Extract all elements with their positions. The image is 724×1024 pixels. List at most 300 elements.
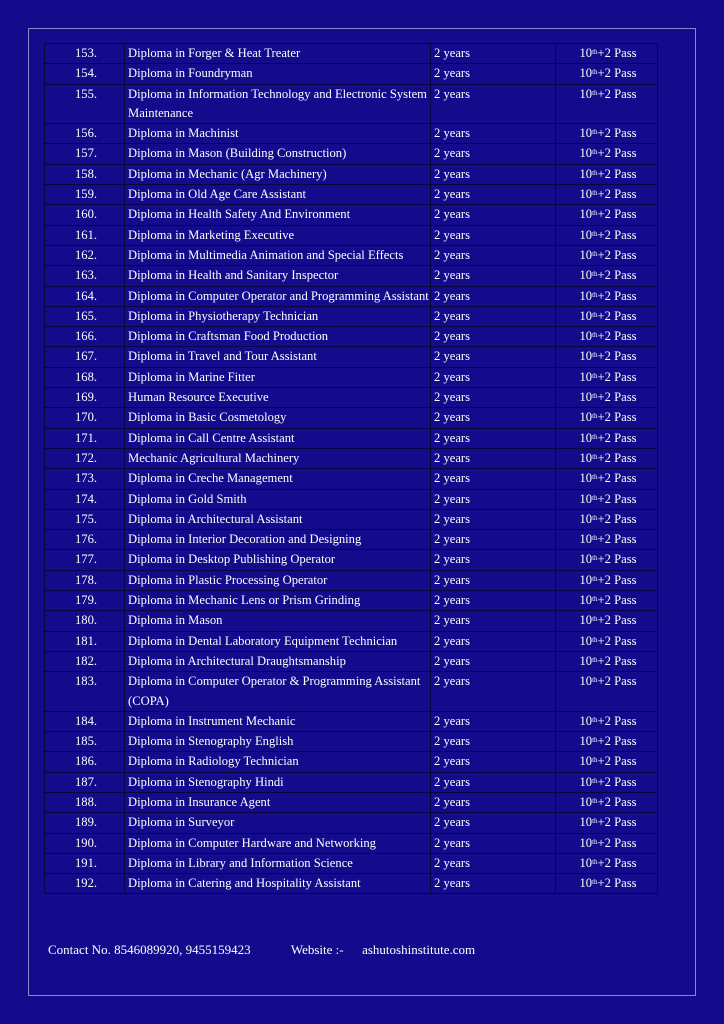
eligibility-superscript: th <box>592 310 598 319</box>
eligibility <box>556 327 658 347</box>
eligibility-grade: 10 <box>579 815 593 830</box>
contact-numbers: Contact No. 8546089920, 9455159423 <box>48 942 251 957</box>
course-name: Diploma in Information Technology and Electronic System Maintenance <box>125 84 431 124</box>
course-name: Diploma in Dental Laboratory Equipment Technician <box>125 631 431 651</box>
eligibility-suffix: +2 Pass <box>597 207 637 222</box>
eligibility-grade: 10 <box>579 430 593 445</box>
eligibility-superscript: th <box>592 148 598 157</box>
eligibility-suffix: +2 Pass <box>597 227 637 242</box>
eligibility-superscript: th <box>592 88 598 97</box>
eligibility-suffix: +2 Pass <box>597 593 637 608</box>
row-number: 168. <box>45 367 125 387</box>
row-number: 188. <box>45 792 125 812</box>
course-duration: 2 years <box>431 530 556 550</box>
table-row <box>45 489 658 509</box>
eligibility-superscript: th <box>592 412 598 421</box>
eligibility-suffix: +2 Pass <box>597 166 637 181</box>
table-row <box>45 611 658 631</box>
row-number: 162. <box>45 245 125 265</box>
row-number: 165. <box>45 306 125 326</box>
eligibility-superscript: th <box>592 48 598 56</box>
row-number: 181. <box>45 631 125 651</box>
course-duration: 2 years <box>431 367 556 387</box>
eligibility <box>556 64 658 84</box>
eligibility-superscript: th <box>592 473 598 482</box>
row-number: 167. <box>45 347 125 367</box>
table-row <box>45 672 658 712</box>
eligibility <box>556 874 658 894</box>
eligibility-grade: 10 <box>579 349 593 364</box>
course-duration: 2 years <box>431 286 556 306</box>
eligibility-grade: 10 <box>579 329 593 344</box>
eligibility-grade: 10 <box>579 593 593 608</box>
row-number: 164. <box>45 286 125 306</box>
eligibility-superscript: th <box>592 878 598 887</box>
eligibility-superscript: th <box>592 554 598 563</box>
row-number: 177. <box>45 550 125 570</box>
eligibility <box>556 44 658 64</box>
eligibility-suffix: +2 Pass <box>597 430 637 445</box>
table-row <box>45 225 658 245</box>
course-duration: 2 years <box>431 44 556 64</box>
course-name: Diploma in Mason (Building Construction) <box>125 144 431 164</box>
eligibility-suffix: +2 Pass <box>597 187 637 202</box>
eligibility <box>556 570 658 590</box>
row-number: 155. <box>45 84 125 124</box>
eligibility-superscript: th <box>592 128 598 137</box>
row-number: 160. <box>45 205 125 225</box>
course-duration: 2 years <box>431 225 556 245</box>
course-duration: 2 years <box>431 306 556 326</box>
course-name: Diploma in Architectural Draughtsmanship <box>125 651 431 671</box>
course-name: Diploma in Basic Cosmetology <box>125 408 431 428</box>
course-name: Diploma in Multimedia Animation and Special Effects <box>125 245 431 265</box>
table-row <box>45 84 658 124</box>
eligibility-grade: 10 <box>579 146 593 161</box>
eligibility <box>556 428 658 448</box>
course-duration: 2 years <box>431 631 556 651</box>
table-row <box>45 469 658 489</box>
course-duration: 2 years <box>431 833 556 853</box>
eligibility <box>556 185 658 205</box>
course-name: Diploma in Instrument Mechanic <box>125 711 431 731</box>
table-row <box>45 327 658 347</box>
eligibility-suffix: +2 Pass <box>597 308 637 323</box>
eligibility-superscript: th <box>592 331 598 340</box>
eligibility-grade: 10 <box>579 207 593 222</box>
eligibility-superscript: th <box>592 432 598 441</box>
eligibility <box>556 489 658 509</box>
course-duration: 2 years <box>431 245 556 265</box>
course-duration: 2 years <box>431 792 556 812</box>
eligibility-superscript: th <box>592 837 598 846</box>
course-name: Diploma in Forger & Heat Treater <box>125 44 431 64</box>
eligibility-grade: 10 <box>579 511 593 526</box>
eligibility-suffix: +2 Pass <box>597 674 637 689</box>
eligibility-superscript: th <box>592 655 598 664</box>
course-duration: 2 years <box>431 651 556 671</box>
row-number: 169. <box>45 388 125 408</box>
course-duration: 2 years <box>431 124 556 144</box>
eligibility <box>556 591 658 611</box>
course-name: Diploma in Health Safety And Environment <box>125 205 431 225</box>
eligibility-superscript: th <box>592 756 598 765</box>
table-row <box>45 874 658 894</box>
eligibility <box>556 631 658 651</box>
eligibility <box>556 672 658 712</box>
eligibility <box>556 448 658 468</box>
eligibility-suffix: +2 Pass <box>597 369 637 384</box>
eligibility <box>556 164 658 184</box>
eligibility-superscript: th <box>592 371 598 380</box>
eligibility-superscript: th <box>592 249 598 258</box>
table-row <box>45 752 658 772</box>
eligibility-suffix: +2 Pass <box>597 268 637 283</box>
row-number: 163. <box>45 266 125 286</box>
eligibility-suffix: +2 Pass <box>597 491 637 506</box>
course-duration: 2 years <box>431 570 556 590</box>
table-row <box>45 205 658 225</box>
eligibility <box>556 752 658 772</box>
course-table-body <box>45 44 658 894</box>
course-duration: 2 years <box>431 347 556 367</box>
course-name: Diploma in Travel and Tour Assistant <box>125 347 431 367</box>
eligibility-grade: 10 <box>579 855 593 870</box>
row-number: 191. <box>45 853 125 873</box>
row-number: 156. <box>45 124 125 144</box>
course-name: Diploma in Physiotherapy Technician <box>125 306 431 326</box>
course-name: Mechanic Agricultural Machinery <box>125 448 431 468</box>
course-duration: 2 years <box>431 772 556 792</box>
course-name: Diploma in Marine Fitter <box>125 367 431 387</box>
eligibility-grade: 10 <box>579 46 593 60</box>
table-row <box>45 144 658 164</box>
course-name: Diploma in Creche Management <box>125 469 431 489</box>
table-row <box>45 306 658 326</box>
table-row <box>45 792 658 812</box>
eligibility-grade: 10 <box>579 552 593 567</box>
eligibility-superscript: th <box>592 168 598 177</box>
eligibility <box>556 408 658 428</box>
eligibility-suffix: +2 Pass <box>597 653 637 668</box>
table-row <box>45 347 658 367</box>
course-duration: 2 years <box>431 813 556 833</box>
course-name: Diploma in Computer Hardware and Networking <box>125 833 431 853</box>
eligibility-grade: 10 <box>579 835 593 850</box>
course-duration: 2 years <box>431 489 556 509</box>
eligibility-superscript: th <box>592 635 598 644</box>
table-row <box>45 286 658 306</box>
eligibility-superscript: th <box>592 189 598 198</box>
table-row <box>45 732 658 752</box>
eligibility <box>556 245 658 265</box>
eligibility-superscript: th <box>592 493 598 502</box>
eligibility <box>556 144 658 164</box>
course-name: Diploma in Stenography Hindi <box>125 772 431 792</box>
eligibility-grade: 10 <box>579 66 593 81</box>
eligibility-superscript: th <box>592 574 598 583</box>
eligibility-suffix: +2 Pass <box>597 754 637 769</box>
eligibility-grade: 10 <box>579 754 593 769</box>
course-duration: 2 years <box>431 550 556 570</box>
course-name: Diploma in Craftsman Food Production <box>125 327 431 347</box>
course-name: Human Resource Executive <box>125 388 431 408</box>
row-number: 174. <box>45 489 125 509</box>
eligibility-superscript: th <box>592 229 598 238</box>
eligibility-grade: 10 <box>579 288 593 303</box>
row-number: 161. <box>45 225 125 245</box>
course-name: Diploma in Gold Smith <box>125 489 431 509</box>
eligibility <box>556 509 658 529</box>
course-duration: 2 years <box>431 164 556 184</box>
eligibility-superscript: th <box>592 736 598 745</box>
row-number: 157. <box>45 144 125 164</box>
course-name: Diploma in Old Age Care Assistant <box>125 185 431 205</box>
row-number: 170. <box>45 408 125 428</box>
course-duration: 2 years <box>431 205 556 225</box>
course-name: Diploma in Computer Operator and Programming Assistant <box>125 286 431 306</box>
eligibility <box>556 124 658 144</box>
eligibility-superscript: th <box>592 796 598 805</box>
eligibility-grade: 10 <box>579 532 593 547</box>
eligibility <box>556 711 658 731</box>
table-row <box>45 448 658 468</box>
eligibility-suffix: +2 Pass <box>597 532 637 547</box>
eligibility <box>556 225 658 245</box>
course-name: Diploma in Computer Operator & Programming Assistant (COPA) <box>125 672 431 712</box>
course-duration: 2 years <box>431 711 556 731</box>
row-number: 183. <box>45 672 125 712</box>
eligibility-suffix: +2 Pass <box>597 855 637 870</box>
eligibility-superscript: th <box>592 392 598 401</box>
eligibility-suffix: +2 Pass <box>597 146 637 161</box>
eligibility <box>556 286 658 306</box>
eligibility-grade: 10 <box>579 491 593 506</box>
eligibility-suffix: +2 Pass <box>597 713 637 728</box>
table-row <box>45 367 658 387</box>
eligibility-suffix: +2 Pass <box>597 126 637 141</box>
table-row <box>45 388 658 408</box>
eligibility-suffix: +2 Pass <box>597 288 637 303</box>
eligibility <box>556 388 658 408</box>
table-row <box>45 631 658 651</box>
course-name: Diploma in Architectural Assistant <box>125 509 431 529</box>
eligibility-grade: 10 <box>579 86 593 101</box>
row-number: 154. <box>45 64 125 84</box>
eligibility-superscript: th <box>592 513 598 522</box>
eligibility-superscript: th <box>592 270 598 279</box>
row-number: 180. <box>45 611 125 631</box>
eligibility-superscript: th <box>592 68 598 77</box>
course-duration: 2 years <box>431 591 556 611</box>
course-table <box>44 43 658 894</box>
course-name: Diploma in Interior Decoration and Designing <box>125 530 431 550</box>
row-number: 172. <box>45 448 125 468</box>
table-row <box>45 185 658 205</box>
course-name: Diploma in Foundryman <box>125 64 431 84</box>
eligibility <box>556 469 658 489</box>
course-duration: 2 years <box>431 448 556 468</box>
course-duration: 2 years <box>431 611 556 631</box>
eligibility-suffix: +2 Pass <box>597 390 637 405</box>
eligibility <box>556 530 658 550</box>
eligibility-superscript: th <box>592 615 598 624</box>
eligibility-suffix: +2 Pass <box>597 410 637 425</box>
row-number: 178. <box>45 570 125 590</box>
eligibility <box>556 732 658 752</box>
eligibility-suffix: +2 Pass <box>597 450 637 465</box>
eligibility <box>556 550 658 570</box>
eligibility-suffix: +2 Pass <box>597 471 637 486</box>
course-duration: 2 years <box>431 388 556 408</box>
course-name: Diploma in Machinist <box>125 124 431 144</box>
course-duration: 2 years <box>431 327 556 347</box>
table-row <box>45 813 658 833</box>
eligibility-grade: 10 <box>579 794 593 809</box>
website-link[interactable]: ashutoshinstitute.com <box>362 942 476 957</box>
table-row <box>45 164 658 184</box>
course-name: Diploma in Catering and Hospitality Assistant <box>125 874 431 894</box>
eligibility <box>556 833 658 853</box>
course-name: Diploma in Mechanic (Agr Machinery) <box>125 164 431 184</box>
eligibility-suffix: +2 Pass <box>597 511 637 526</box>
eligibility-grade: 10 <box>579 572 593 587</box>
course-name: Diploma in Mechanic Lens or Prism Grinding <box>125 591 431 611</box>
eligibility-superscript: th <box>592 817 598 826</box>
table-row <box>45 266 658 286</box>
eligibility <box>556 347 658 367</box>
eligibility-suffix: +2 Pass <box>597 46 637 60</box>
row-number: 189. <box>45 813 125 833</box>
course-name: Diploma in Library and Information Science <box>125 853 431 873</box>
row-number: 159. <box>45 185 125 205</box>
course-duration: 2 years <box>431 428 556 448</box>
course-duration: 2 years <box>431 469 556 489</box>
eligibility <box>556 813 658 833</box>
eligibility-superscript: th <box>592 534 598 543</box>
table-row <box>45 245 658 265</box>
table-row <box>45 64 658 84</box>
eligibility-suffix: +2 Pass <box>597 572 637 587</box>
course-name: Diploma in Marketing Executive <box>125 225 431 245</box>
course-duration: 2 years <box>431 509 556 529</box>
eligibility-superscript: th <box>592 290 598 299</box>
eligibility-suffix: +2 Pass <box>597 835 637 850</box>
row-number: 158. <box>45 164 125 184</box>
eligibility-grade: 10 <box>579 876 593 891</box>
eligibility-grade: 10 <box>579 734 593 749</box>
eligibility-grade: 10 <box>579 187 593 202</box>
eligibility-grade: 10 <box>579 653 593 668</box>
eligibility-grade: 10 <box>579 247 593 262</box>
course-duration: 2 years <box>431 732 556 752</box>
eligibility-grade: 10 <box>579 774 593 789</box>
table-row <box>45 833 658 853</box>
eligibility-suffix: +2 Pass <box>597 66 637 81</box>
eligibility-grade: 10 <box>579 126 593 141</box>
eligibility-grade: 10 <box>579 268 593 283</box>
eligibility <box>556 266 658 286</box>
eligibility-grade: 10 <box>579 613 593 628</box>
eligibility <box>556 367 658 387</box>
table-row <box>45 853 658 873</box>
table-row <box>45 591 658 611</box>
course-duration: 2 years <box>431 672 556 712</box>
course-name: Diploma in Insurance Agent <box>125 792 431 812</box>
row-number: 187. <box>45 772 125 792</box>
eligibility-grade: 10 <box>579 450 593 465</box>
table-row <box>45 530 658 550</box>
table-row <box>45 651 658 671</box>
eligibility-grade: 10 <box>579 471 593 486</box>
eligibility-suffix: +2 Pass <box>597 86 637 101</box>
eligibility-grade: 10 <box>579 227 593 242</box>
course-name: Diploma in Desktop Publishing Operator <box>125 550 431 570</box>
table-row <box>45 44 658 64</box>
eligibility-suffix: +2 Pass <box>597 774 637 789</box>
course-duration: 2 years <box>431 64 556 84</box>
course-duration: 2 years <box>431 185 556 205</box>
eligibility-superscript: th <box>592 595 598 604</box>
eligibility <box>556 306 658 326</box>
eligibility <box>556 205 658 225</box>
course-name: Diploma in Radiology Technician <box>125 752 431 772</box>
table-row <box>45 711 658 731</box>
table-row <box>45 570 658 590</box>
eligibility-superscript: th <box>592 776 598 785</box>
table-row <box>45 509 658 529</box>
eligibility <box>556 84 658 124</box>
table-row <box>45 124 658 144</box>
row-number: 192. <box>45 874 125 894</box>
course-duration: 2 years <box>431 408 556 428</box>
row-number: 166. <box>45 327 125 347</box>
table-row <box>45 772 658 792</box>
row-number: 182. <box>45 651 125 671</box>
row-number: 184. <box>45 711 125 731</box>
course-name: Diploma in Health and Sanitary Inspector <box>125 266 431 286</box>
table-row <box>45 428 658 448</box>
eligibility-grade: 10 <box>579 390 593 405</box>
eligibility-suffix: +2 Pass <box>597 349 637 364</box>
eligibility-superscript: th <box>592 452 598 461</box>
table-row <box>45 550 658 570</box>
eligibility-grade: 10 <box>579 166 593 181</box>
course-name: Diploma in Plastic Processing Operator <box>125 570 431 590</box>
row-number: 186. <box>45 752 125 772</box>
eligibility-grade: 10 <box>579 674 593 689</box>
table-row <box>45 408 658 428</box>
eligibility-suffix: +2 Pass <box>597 247 637 262</box>
eligibility-suffix: +2 Pass <box>597 633 637 648</box>
eligibility-suffix: +2 Pass <box>597 329 637 344</box>
course-duration: 2 years <box>431 853 556 873</box>
eligibility <box>556 772 658 792</box>
row-number: 175. <box>45 509 125 529</box>
course-name: Diploma in Surveyor <box>125 813 431 833</box>
eligibility-suffix: +2 Pass <box>597 876 637 891</box>
course-duration: 2 years <box>431 752 556 772</box>
row-number: 190. <box>45 833 125 853</box>
eligibility-suffix: +2 Pass <box>597 794 637 809</box>
course-duration: 2 years <box>431 874 556 894</box>
eligibility-grade: 10 <box>579 713 593 728</box>
course-duration: 2 years <box>431 84 556 124</box>
eligibility-superscript: th <box>592 715 598 724</box>
course-name: Diploma in Stenography English <box>125 732 431 752</box>
eligibility-suffix: +2 Pass <box>597 613 637 628</box>
course-name: Diploma in Mason <box>125 611 431 631</box>
